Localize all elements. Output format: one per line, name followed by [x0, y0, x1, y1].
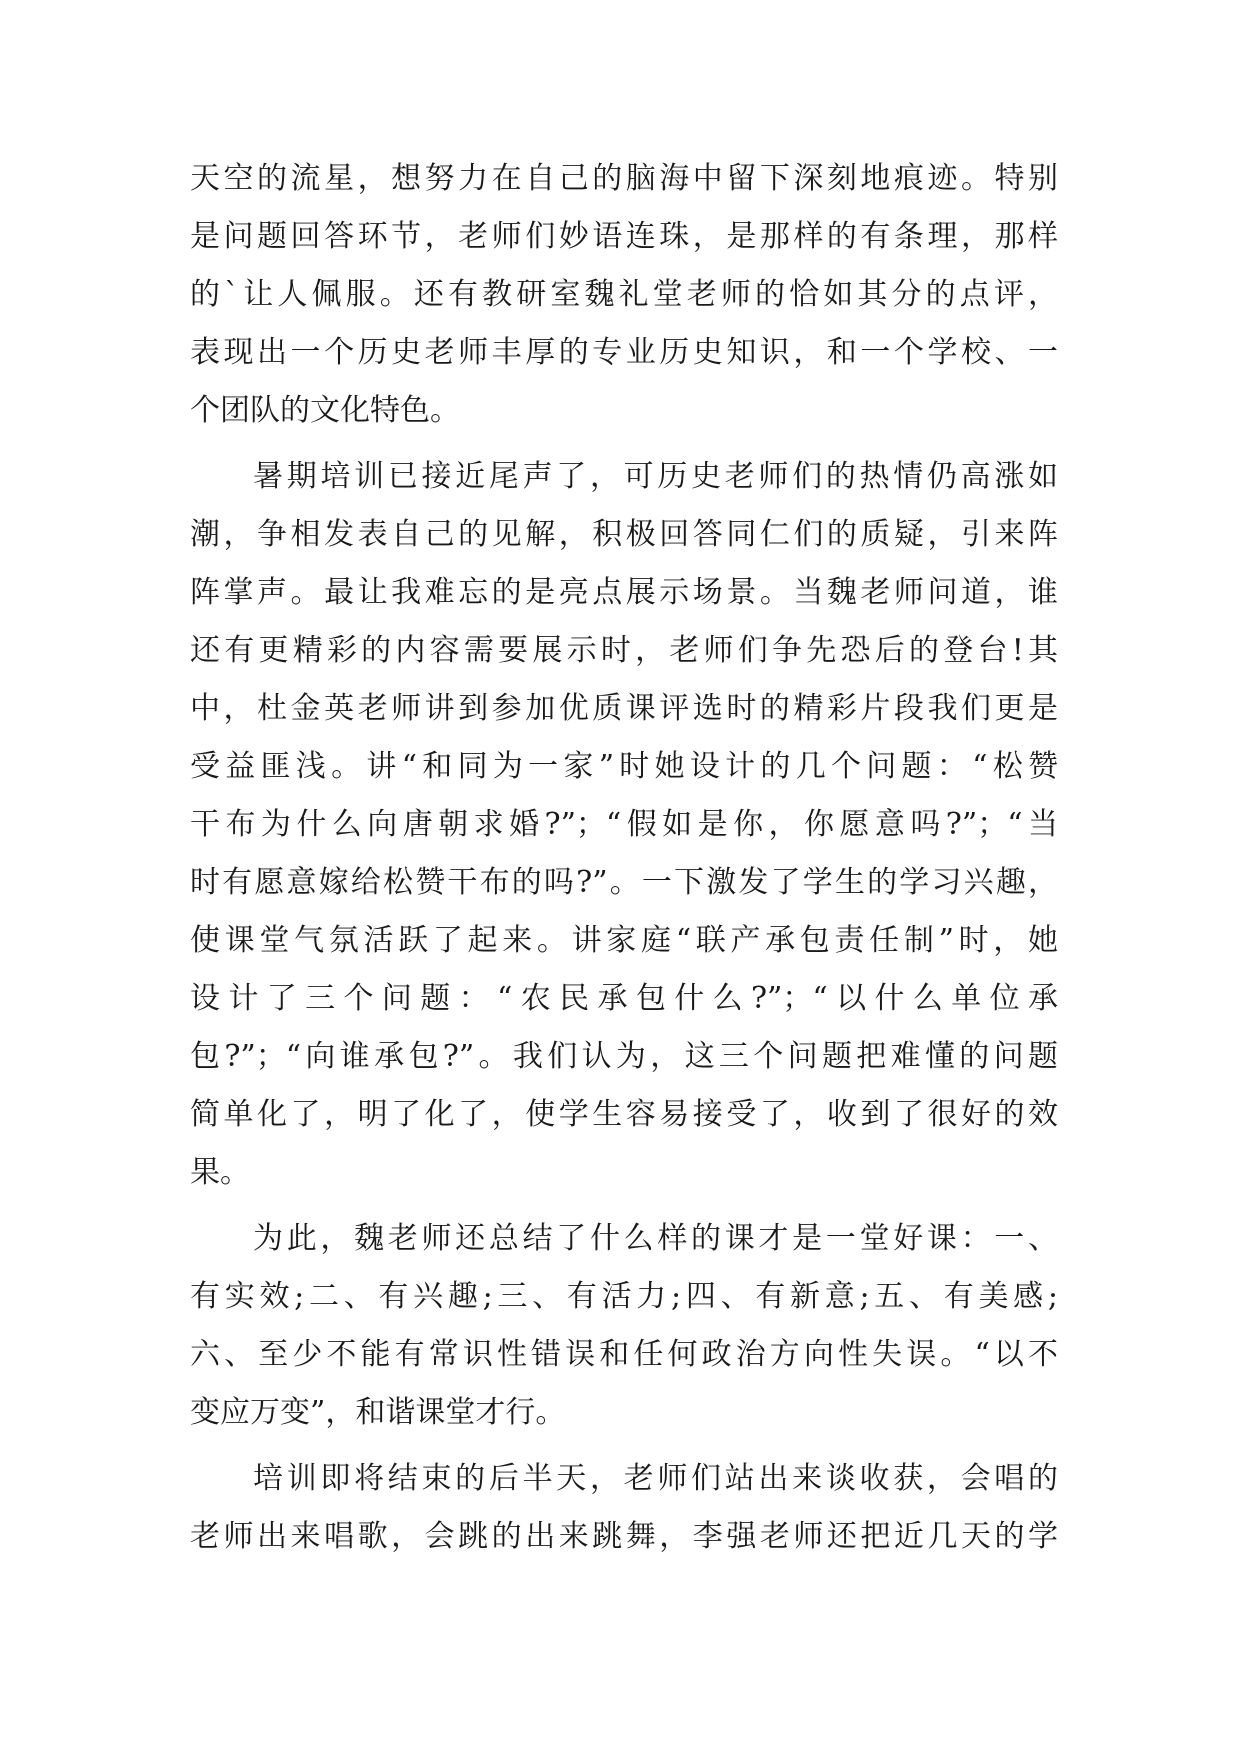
text-line: 中，杜金英老师讲到参加优质课评选时的精彩片段我们更是 — [190, 691, 1058, 726]
text-line: 培训即将结束的后半天，老师们站出来谈收获，会唱的 — [253, 1461, 1058, 1496]
paragraph-gap — [190, 1442, 1058, 1450]
paragraph — [190, 448, 1058, 1202]
text-line: 老师出来唱歌，会跳的出来跳舞，李强老师还把近几天的学 — [190, 1519, 1058, 1554]
paragraph — [190, 1210, 1058, 1442]
text-line: 使课堂气氛活跃了起来。讲家庭“联产承包责任制”时，她 — [190, 923, 1058, 958]
text-line: 干布为什么向唐朝求婚?”；“假如是你，你愿意吗?”；“当 — [190, 807, 1058, 842]
text-line: 时有愿意嫁给松赞干布的吗?”。一下激发了学生的学习兴趣， — [190, 865, 1058, 900]
text-line: 暑期培训已接近尾声了，可历史老师们的热情仍高涨如 — [253, 459, 1058, 494]
text-line: 为此，魏老师还总结了什么样的课才是一堂好课：一、 — [253, 1221, 1058, 1256]
text-line: 包?”；“向谁承包?”。我们认为，这三个问题把难懂的问题 — [190, 1039, 1058, 1074]
text-line: 简单化了，明了化了，使学生容易接受了，收到了很好的效 — [190, 1097, 1058, 1132]
text-line: 潮，争相发表自己的见解，积极回答同仁们的质疑，引来阵 — [190, 517, 1058, 552]
document-body — [190, 150, 1058, 1566]
text-line: 六、至少不能有常识性错误和任何政治方向性失误。“以不 — [190, 1337, 1058, 1372]
text-line: 还有更精彩的内容需要展示时，老师们争先恐后的登台!其 — [190, 633, 1058, 668]
text-line: 阵掌声。最让我难忘的是亮点展示场景。当魏老师问道，谁 — [190, 575, 1058, 610]
text-line: 有实效;二、有兴趣;三、有活力;四、有新意;五、有美感; — [190, 1279, 1058, 1314]
text-line: 变应万变”，和谐课堂才行。 — [190, 1395, 566, 1430]
paragraph — [190, 150, 1058, 440]
paragraph-gap — [190, 440, 1058, 448]
text-line: 受益匪浅。讲“和同为一家”时她设计的几个问题：“松赞 — [190, 749, 1058, 784]
text-line: 天空的流星，想努力在自己的脑海中留下深刻地痕迹。特别 — [190, 161, 1058, 196]
text-line: 果。 — [190, 1155, 250, 1190]
text-line: 设计了三个问题：“农民承包什么?”；“以什么单位承 — [190, 981, 1058, 1016]
text-line: 个团队的文化特色。 — [190, 393, 460, 428]
text-line: 的`让人佩服。还有教研室魏礼堂老师的恰如其分的点评， — [190, 277, 1058, 312]
text-line: 表现出一个历史老师丰厚的专业历史知识，和一个学校、一 — [190, 335, 1058, 370]
paragraph — [190, 1450, 1058, 1566]
paragraph-gap — [190, 1202, 1058, 1210]
text-line: 是问题回答环节，老师们妙语连珠，是那样的有条理，那样 — [190, 219, 1058, 254]
